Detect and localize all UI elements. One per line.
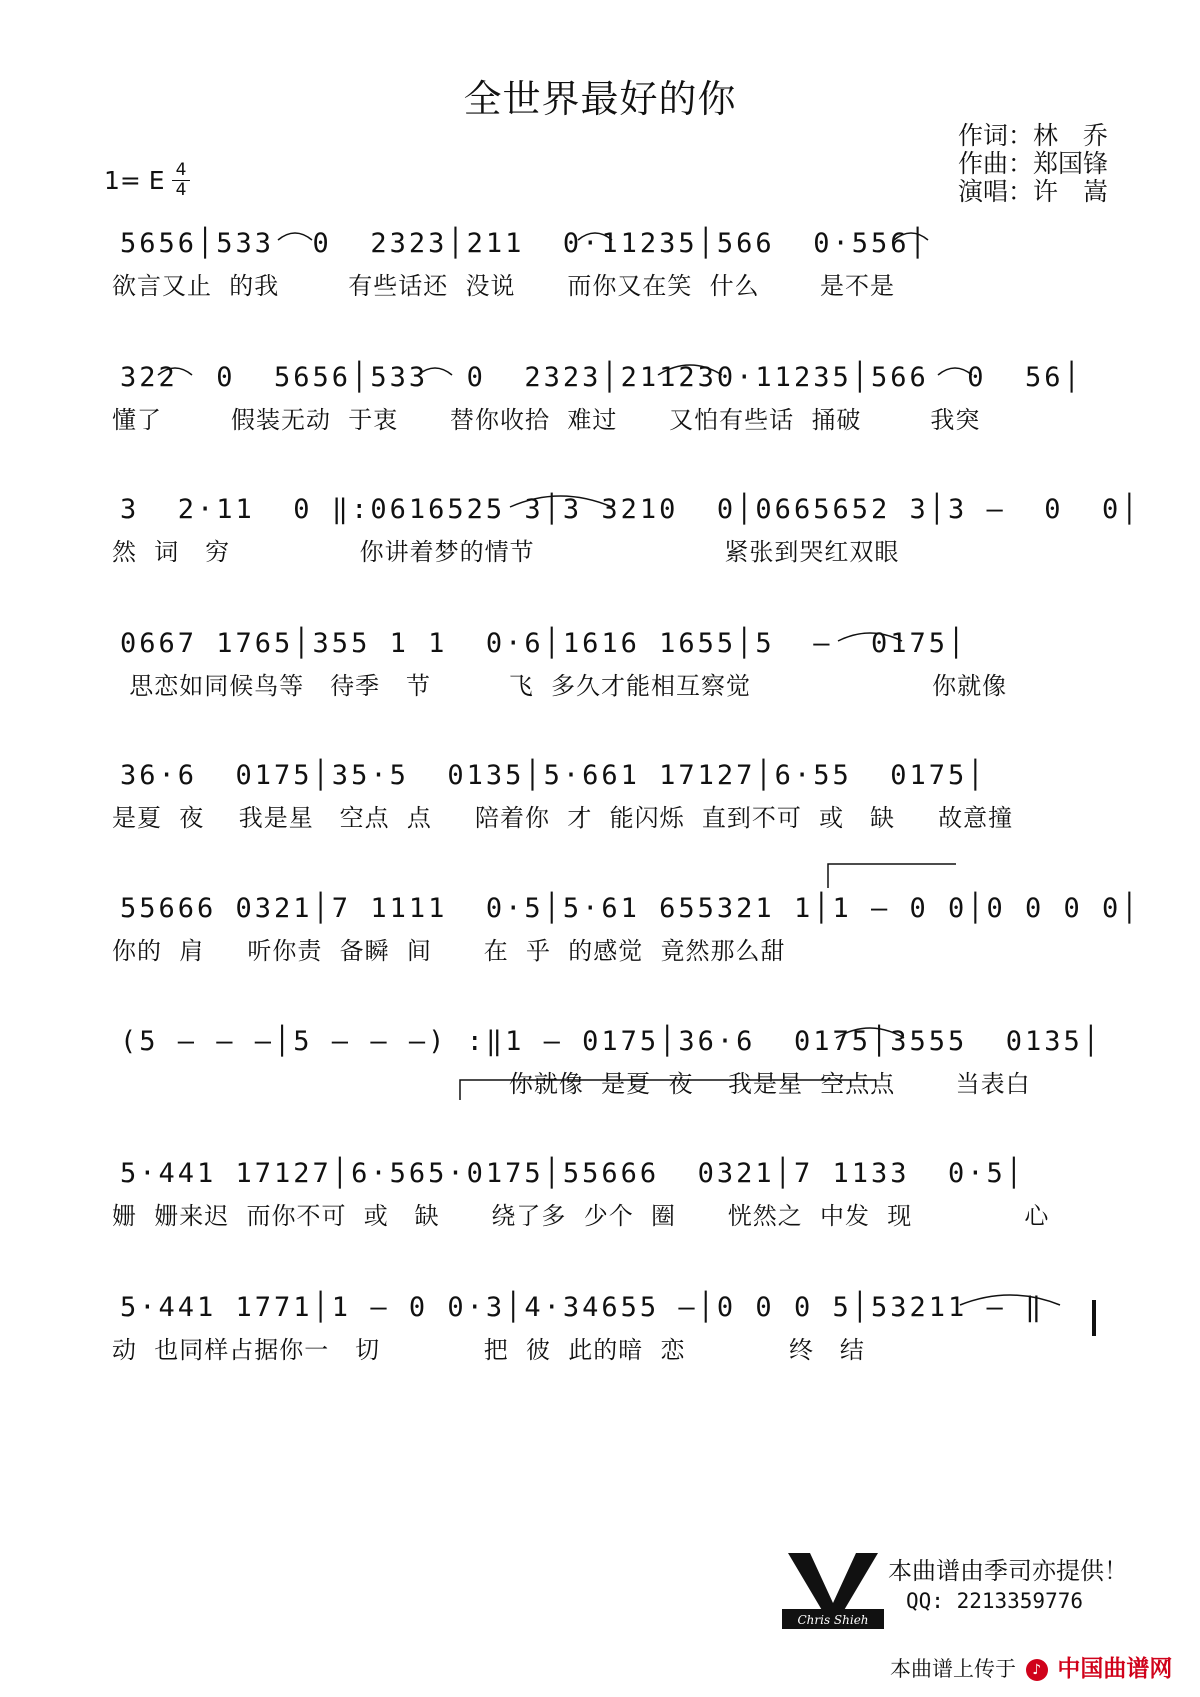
slur xyxy=(510,496,612,507)
song-title: 全世界最好的你 xyxy=(463,77,737,121)
provider-text: 本曲谱由季司亦提供！ xyxy=(888,1557,1128,1585)
notes-line-6: 55666 0321│7 1111 0·5│5·61 655321 1│1 — 0 0│0 0 0 0│ xyxy=(120,893,1141,924)
lyrics-line-6: 你的 肩 听你责 备瞬 间 在 乎 的感觉 竟然那么甜 xyxy=(112,937,786,965)
site-name[interactable]: 中国曲谱网 xyxy=(1057,1656,1173,1682)
time-bottom: 4 xyxy=(175,180,187,200)
slur xyxy=(836,1028,904,1038)
notes-line-3: 3 2·11 0 ‖:0616525 3│3 3210 0│0665652 3│3 — 0 0│ xyxy=(120,494,1141,525)
lyricist-credit: 作词：林 乔 xyxy=(958,121,1109,150)
notes-line-7: (5 — — —│5 — — —) :‖1 — 0175│36·6 0175│3555 0135│ xyxy=(120,1026,1103,1057)
volta-1-bracket xyxy=(828,864,956,888)
chris-shieh-logo-icon xyxy=(780,1545,886,1635)
site-logo-icon: ♪ xyxy=(1026,1659,1048,1681)
upload-note xyxy=(890,1650,1172,1683)
qq-number: QQ: 2213359776 xyxy=(906,1589,1084,1613)
notes-line-9: 5·441 1771│1 — 0 0·3│4·34655 —│0 0 0 5│53211 — ‖ xyxy=(120,1292,1045,1323)
lyrics-line-2: 懂了 假装无动 于衷 替你收拾 难过 又怕有些话 捅破 我突 xyxy=(112,406,981,434)
notes-line-4: 0667 1765│355 1 1 0·6│1616 1655│5 — 0175│ xyxy=(120,628,968,659)
lyrics-line-9: 动 也同样占据你一 切 把 彼 此的暗 恋 终 结 xyxy=(112,1336,865,1364)
singer-credit: 演唱：许 嵩 xyxy=(958,177,1109,206)
slur xyxy=(418,368,452,375)
notes-line-2: 322 0 5656│533 0 2323│211230·11235│566 0 56│ xyxy=(120,362,1083,393)
lyrics-line-7: 你就像 是夏 夜 我是星 空点点 当表白 xyxy=(112,1070,1031,1098)
slur xyxy=(894,233,928,240)
lyrics-line-1: 欲言又止 的我 有些话还 没说 而你又在笑 什么 是不是 xyxy=(112,272,895,300)
slur xyxy=(578,233,612,240)
slur xyxy=(278,233,312,240)
notes-line-1: 5656│533 0 2323│211 0·11235│566 0·556│ xyxy=(120,228,929,259)
upload-prefix: 本曲谱上传于 xyxy=(890,1657,1016,1681)
slur xyxy=(838,633,902,641)
slur xyxy=(960,1295,1060,1305)
time-top: 4 xyxy=(175,160,187,180)
final-barline xyxy=(1092,1300,1096,1336)
provider-credit xyxy=(780,1545,1128,1635)
volta-2-bracket xyxy=(460,1080,876,1100)
key-signature: 1= E xyxy=(104,166,165,195)
notes-line-5: 36·6 0175│35·5 0135│5·661 17127│6·55 0175│ xyxy=(120,760,987,791)
logo-text: Chris Shieh xyxy=(797,1613,869,1627)
lyrics-line-3: 然 词 穷 你讲着梦的情节 紧张到哭红双眼 xyxy=(112,538,900,566)
slur xyxy=(658,365,722,375)
lyrics-line-8: 姗 姗来迟 而你不可 或 缺 绕了多 少个 圈 恍然之 中发 现 心 xyxy=(112,1202,1050,1230)
slur xyxy=(158,368,192,375)
lyrics-line-4: 思恋如同候鸟等 待季 节 飞 多久才能相互察觉 你就像 xyxy=(112,672,1008,700)
lyrics-line-5: 是夏 夜 我是星 空点 点 陪着你 才 能闪烁 直到不可 或 缺 故意撞 xyxy=(112,804,1014,832)
notes-line-8: 5·441 17127│6·565·0175│55666 0321│7 1133 0·5│ xyxy=(120,1158,1026,1189)
slur xyxy=(938,368,972,375)
composer-credit: 作曲：郑国锋 xyxy=(958,149,1109,178)
